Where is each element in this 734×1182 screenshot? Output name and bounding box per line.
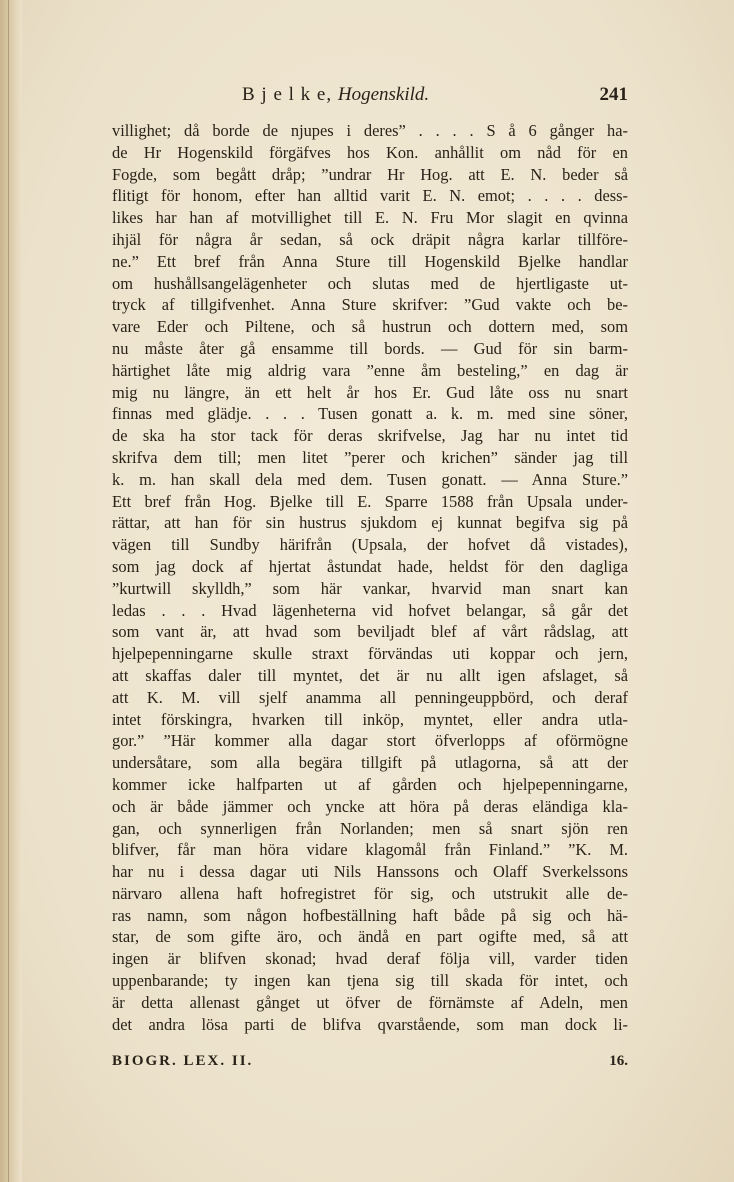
text-line: och är både jämmer och yncke att höra på deras eländiga kla- [112,796,628,816]
page-footer [112,1053,628,1075]
signature-mark: BIOGR. LEX. II. [112,1053,254,1069]
text-line: om hushållsangelägenheter och slutas med de hjertligaste ut- [112,273,628,293]
text-line: nu måste åter gå ensamme till bords. — Gud för sin barm- [112,338,628,358]
text-line: vägen till Sundby härifrån (Upsala, der hofvet då vistades), [112,535,628,555]
text-line: uppenbarande; ty ingen kan tjena sig till skada för intet, och [112,971,628,991]
running-title-italic: Hogenskild. [337,84,430,105]
text-line: ”kurtwill skylldh,” som här vankar, hvarvid man snart kan [112,578,628,598]
text-line: att skaffas daler till myntet, det är nu allt igen afslaget, så [112,665,628,685]
text-line: kommer icke halfparten ut af gården och hjelpepenningarne, [112,774,628,794]
text-line: som vant är, att hvad som beviljadt blef af vårt rådslag, att [112,622,628,642]
text-line: ingen är blifven skonad; hvad deraf följa vill, varder tiden [112,949,628,969]
text-line: likes har han af motvillighet till E. N. Fru Mor slagit en qvinna [112,208,628,228]
text-line: gor.” ”Här kommer alla dagar stort öfverlopps af oförmögne [112,731,628,751]
text-line: rättar, att han för sin hustrus sjukdom ej kunnat begifva sig på [112,513,628,533]
page-header [112,84,628,112]
text-line: hjelpepenningarne skulle straxt förvändas uti koppar och jern, [112,644,628,664]
text-line: gan, och synnerligen från Norlanden; men så snart sjön ren [112,818,628,838]
text-line: undersåtare, som alla begära tillgift på utlagorna, så att der [112,753,628,773]
text-line: skrifva dem till; men litet ”perer och krichen” sänder jag till [112,447,628,467]
text-line: ihjäl för några år sedan, så ock dräpit några karlar tillföre- [112,229,628,249]
text-line: är detta allenast gånget ut öfver de förnämste af Adeln, men [112,992,628,1012]
text-line: finnas med glädje. . . . Tusen gonatt a. k. m. med sine söner, [112,404,628,424]
text-line: ledas . . . Hvad lägenheterna vid hofvet belangar, så går det [112,600,628,620]
running-title [242,84,429,106]
text-line: mig nu längre, än ett helt år hos Er. Gud låte oss nu snart [112,382,628,402]
text-line: blifver, får man höra vidare klagomål från Finland.” ”K. M. [112,840,628,860]
text-line: har nu i dessa dagar uti Nils Hanssons och Olaff Sverkelssons [112,862,628,882]
text-line: vare Eder och Piltene, och så hustrun och dottern med, som [112,317,628,337]
page-number: 241 [599,84,628,105]
text-line: de Hr Hogenskild förgäfves hos Kon. anhållit om nåd för en [112,142,628,162]
page-binding-edge [0,0,22,1182]
text-line: flitigt för honom, efter han alltid varit E. N. emot; . . . . dess- [112,186,628,206]
text-line: ne.” Ett bref från Anna Sture till Hogenskild Bjelke handlar [112,251,628,271]
text-line: närvaro allena haft hofregistret för sig, och utstrukit alle de- [112,883,628,903]
text-line: k. m. han skall dela med dem. Tusen gonatt. — Anna Sture.” [112,469,628,489]
text-line: intet förskingra, hvarken till inköp, myntet, eller andra utla- [112,709,628,729]
text-line: som jag dock af hjertat åstundat hade, heldst för den dagliga [112,556,628,576]
running-title-prefix: B j e l k e, [242,84,338,105]
text-line: Fogde, som begått dråp; ”undrar Hr Hog. att E. N. beder så [112,164,628,184]
text-line: star, de som gifte äro, och ändå en part ogifte med, så att [112,927,628,947]
text-line: villighet; då borde de njupes i deres” . . . . S å 6 gånger ha- [112,121,628,140]
text-line: ras namn, som någon hofbeställning haft både på sig och hä- [112,905,628,925]
text-line: det andra lösa parti de blifva qvarstående, som man dock li- [112,1014,628,1034]
sheet-number: 16. [609,1053,628,1069]
binding-fold-line [8,0,9,1182]
text-line: tryck af tillgifvenhet. Anna Sture skrifver: ”Gud vakte och be- [112,295,628,315]
text-line: Ett bref från Hog. Bjelke till E. Sparre 1588 från Upsala under- [112,491,628,511]
text-line: att K. M. vill sjelf anamma all penningeuppbörd, och deraf [112,687,628,707]
text-line: de ska ha stor tack för deras skrifvelse, Jag har nu intet tid [112,426,628,446]
text-line: härtighet låte mig aldrig vara ”enne åm besteling,” en dag är [112,360,628,380]
body-text [112,120,628,1035]
